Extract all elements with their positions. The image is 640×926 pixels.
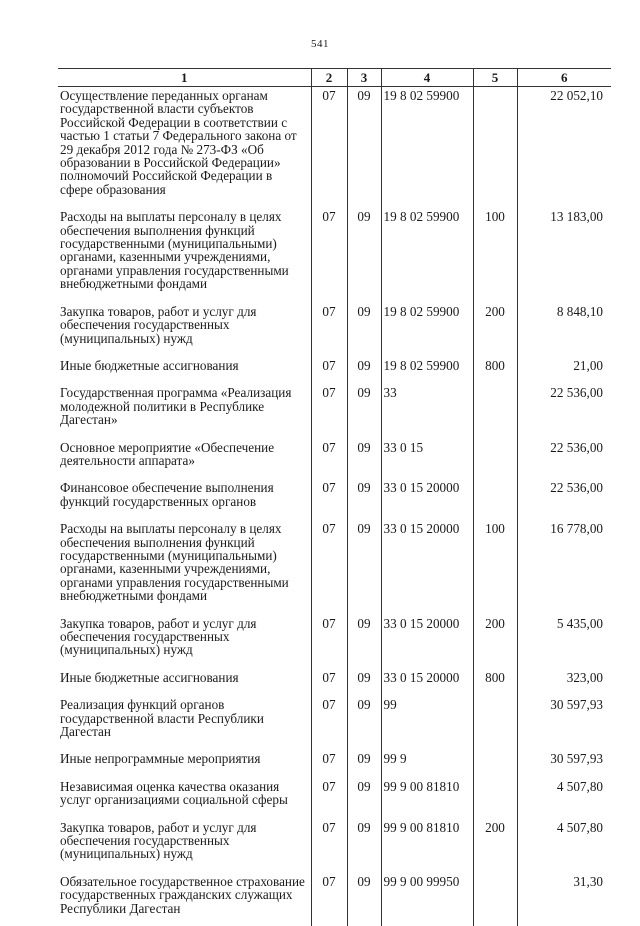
row-subsection: 09 — [347, 438, 381, 479]
row-amount: 4 507,80 — [517, 818, 611, 872]
row-subsection: 09 — [347, 777, 381, 818]
row-section: 07 — [311, 519, 347, 613]
row-amount: 22 536,00 — [517, 438, 611, 479]
row-target-article: 99 9 — [381, 749, 473, 776]
table-row — [58, 356, 611, 383]
row-name: Обязательное государственное страхование государственных гражданских служащих Республики Дагестан — [58, 872, 311, 926]
row-section: 07 — [311, 777, 347, 818]
table-row — [58, 478, 611, 519]
table-row — [58, 438, 611, 479]
row-amount: 5 435,00 — [517, 614, 611, 668]
table-header — [58, 69, 611, 87]
row-target-article: 19 8 02 59900 — [381, 302, 473, 356]
page-number: 541 — [0, 38, 640, 50]
row-name: Закупка товаров, работ и услуг для обеспечения государственных (муниципальных) нужд — [58, 818, 311, 872]
header-row — [58, 69, 611, 87]
row-subsection: 09 — [347, 478, 381, 519]
row-section: 07 — [311, 87, 347, 208]
row-expense-type: 100 — [473, 519, 517, 613]
row-target-article: 99 9 00 81810 — [381, 818, 473, 872]
row-amount: 30 597,93 — [517, 695, 611, 749]
row-expense-type: 200 — [473, 818, 517, 872]
row-section: 07 — [311, 614, 347, 668]
header-col-2: 2 — [311, 69, 347, 87]
row-section: 07 — [311, 668, 347, 695]
row-target-article: 33 0 15 — [381, 438, 473, 479]
row-expense-type: 800 — [473, 668, 517, 695]
row-section: 07 — [311, 695, 347, 749]
row-expense-type — [473, 777, 517, 818]
row-name: Расходы на выплаты персоналу в целях обеспечения выполнения функций государственными (муниципальными) органами, казенными учреждениями, органами управления государственными внебюджетными фондами — [58, 207, 311, 301]
header-col-1: 1 — [58, 69, 311, 87]
table-row — [58, 383, 611, 437]
header-col-6: 6 — [517, 69, 611, 87]
row-section: 07 — [311, 818, 347, 872]
row-name: Закупка товаров, работ и услуг для обеспечения государственных (муниципальных) нужд — [58, 614, 311, 668]
table-body — [58, 87, 611, 926]
row-subsection: 09 — [347, 519, 381, 613]
row-section: 07 — [311, 749, 347, 776]
budget-table — [58, 68, 611, 926]
row-name: Расходы на выплаты персоналу в целях обеспечения выполнения функций государственными (муниципальными) органами, казенными учреждениями, органами управления государственными внебюджетными фондами — [58, 519, 311, 613]
row-target-article: 33 — [381, 383, 473, 437]
table-row — [58, 818, 611, 872]
row-subsection: 09 — [347, 749, 381, 776]
table-row — [58, 87, 611, 208]
row-expense-type — [473, 749, 517, 776]
row-expense-type — [473, 695, 517, 749]
table-row — [58, 777, 611, 818]
header-col-3: 3 — [347, 69, 381, 87]
row-amount: 8 848,10 — [517, 302, 611, 356]
row-expense-type — [473, 438, 517, 479]
row-target-article: 19 8 02 59900 — [381, 87, 473, 208]
row-amount: 22 052,10 — [517, 87, 611, 208]
row-expense-type: 100 — [473, 207, 517, 301]
row-subsection: 09 — [347, 87, 381, 208]
row-target-article: 33 0 15 20000 — [381, 478, 473, 519]
row-name: Иные непрограммные мероприятия — [58, 749, 311, 776]
row-expense-type — [473, 87, 517, 208]
row-name: Осуществление переданных органам государственной власти субъектов Российской Федерации в соответствии с частью 1 статьи 7 Федерального закона от 29 декабря 2012 года № 273-ФЗ «Об образовании в Российской Федерации» полномочий Российской Федерации в сфере образования — [58, 87, 311, 208]
row-amount: 323,00 — [517, 668, 611, 695]
table-row — [58, 668, 611, 695]
row-name: Иные бюджетные ассигнования — [58, 668, 311, 695]
row-target-article: 19 8 02 59900 — [381, 356, 473, 383]
row-expense-type: 200 — [473, 302, 517, 356]
row-amount: 31,30 — [517, 872, 611, 926]
row-amount: 21,00 — [517, 356, 611, 383]
row-subsection: 09 — [347, 818, 381, 872]
row-subsection: 09 — [347, 614, 381, 668]
row-subsection: 09 — [347, 383, 381, 437]
row-name: Государственная программа «Реализация молодежной политики в Республике Дагестан» — [58, 383, 311, 437]
row-expense-type: 800 — [473, 356, 517, 383]
table-row — [58, 302, 611, 356]
row-target-article: 33 0 15 20000 — [381, 519, 473, 613]
row-subsection: 09 — [347, 302, 381, 356]
row-subsection: 09 — [347, 872, 381, 926]
row-subsection: 09 — [347, 356, 381, 383]
row-name: Реализация функций органов государственной власти Республики Дагестан — [58, 695, 311, 749]
row-target-article: 19 8 02 59900 — [381, 207, 473, 301]
row-target-article: 33 0 15 20000 — [381, 614, 473, 668]
row-target-article: 99 — [381, 695, 473, 749]
row-name: Иные бюджетные ассигнования — [58, 356, 311, 383]
row-target-article: 33 0 15 20000 — [381, 668, 473, 695]
row-subsection: 09 — [347, 668, 381, 695]
row-section: 07 — [311, 438, 347, 479]
row-amount: 22 536,00 — [517, 383, 611, 437]
row-section: 07 — [311, 207, 347, 301]
row-amount: 13 183,00 — [517, 207, 611, 301]
row-subsection: 09 — [347, 207, 381, 301]
row-name: Основное мероприятие «Обеспечение деятельности аппарата» — [58, 438, 311, 479]
row-amount: 4 507,80 — [517, 777, 611, 818]
row-section: 07 — [311, 872, 347, 926]
row-amount: 22 536,00 — [517, 478, 611, 519]
table-row — [58, 519, 611, 613]
table-row — [58, 207, 611, 301]
header-col-5: 5 — [473, 69, 517, 87]
row-name: Независимая оценка качества оказания услуг организациями социальной сферы — [58, 777, 311, 818]
row-section: 07 — [311, 356, 347, 383]
table-row — [58, 614, 611, 668]
header-col-4: 4 — [381, 69, 473, 87]
row-amount: 30 597,93 — [517, 749, 611, 776]
row-amount: 16 778,00 — [517, 519, 611, 613]
table-row — [58, 695, 611, 749]
row-section: 07 — [311, 383, 347, 437]
row-expense-type: 200 — [473, 614, 517, 668]
table-row — [58, 749, 611, 776]
row-target-article: 99 9 00 81810 — [381, 777, 473, 818]
table-row — [58, 872, 611, 926]
row-name: Финансовое обеспечение выполнения функций государственных органов — [58, 478, 311, 519]
row-target-article: 99 9 00 99950 — [381, 872, 473, 926]
row-expense-type — [473, 478, 517, 519]
row-section: 07 — [311, 478, 347, 519]
row-expense-type — [473, 383, 517, 437]
row-name: Закупка товаров, работ и услуг для обеспечения государственных (муниципальных) нужд — [58, 302, 311, 356]
row-expense-type — [473, 872, 517, 926]
row-section: 07 — [311, 302, 347, 356]
row-subsection: 09 — [347, 695, 381, 749]
